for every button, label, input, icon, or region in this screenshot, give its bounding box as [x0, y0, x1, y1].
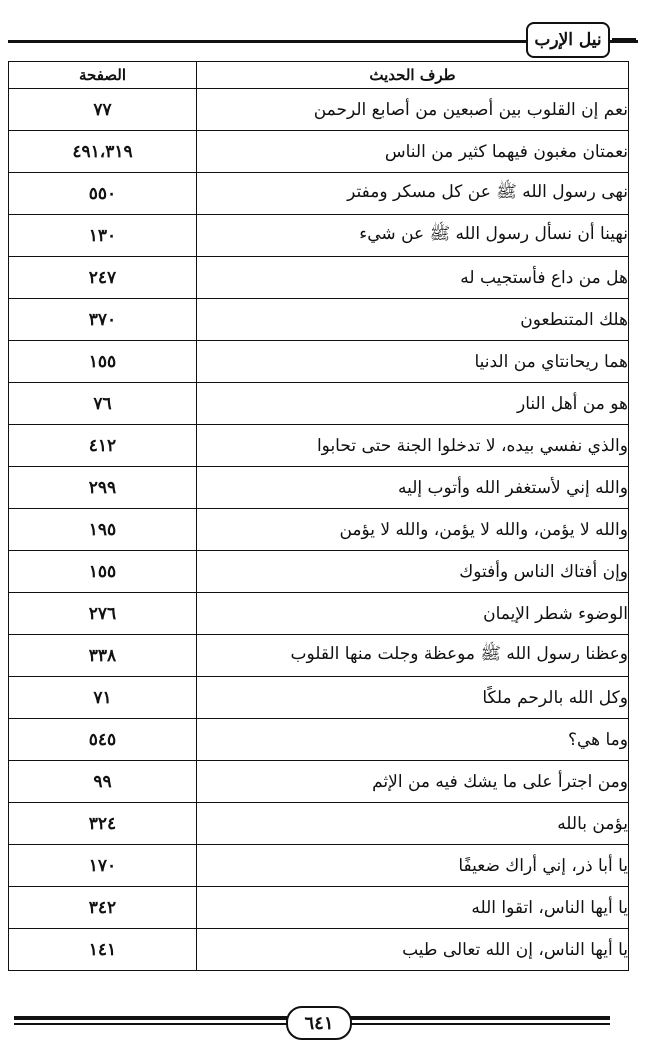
page-reference: ٥٥٠ [9, 173, 197, 215]
table-row [9, 215, 629, 257]
page-reference: ٢٧٦ [9, 593, 197, 635]
page-reference: ٢٩٩ [9, 467, 197, 509]
table-row [9, 929, 629, 971]
hadith-text: يؤمن بالله [197, 803, 629, 845]
header-rule-end [612, 38, 636, 41]
page-reference: ٣٧٠ [9, 299, 197, 341]
page-reference: ٣٢٤ [9, 803, 197, 845]
hadith-text: نعمتان مغبون فيهما كثير من الناس [197, 131, 629, 173]
page-footer [0, 1000, 646, 1054]
table-row [9, 89, 629, 131]
page-header [0, 0, 646, 64]
table-row [9, 299, 629, 341]
table-row [9, 257, 629, 299]
hadith-text: وإن أفتاك الناس وأفتوك [197, 551, 629, 593]
table-row [9, 677, 629, 719]
table-row [9, 719, 629, 761]
page-reference: ١٧٠ [9, 845, 197, 887]
page-reference: ٩٩ [9, 761, 197, 803]
page-reference: ٧٦ [9, 383, 197, 425]
page-reference: ١٥٥ [9, 341, 197, 383]
hadith-text: هما ريحانتاي من الدنيا [197, 341, 629, 383]
hadith-text: وعظنا رسول الله ﷺ موعظة وجلت منها القلوب [197, 635, 629, 677]
hadith-text: والله لا يؤمن، والله لا يؤمن، والله لا يؤمن [197, 509, 629, 551]
page-reference: ٢٤٧ [9, 257, 197, 299]
hadith-text: يا أيها الناس، إن الله تعالى طيب [197, 929, 629, 971]
table-row [9, 509, 629, 551]
page-number: ٦٤١ [286, 1006, 352, 1040]
table-row [9, 845, 629, 887]
hadith-text: نهينا أن نسأل رسول الله ﷺ عن شيء [197, 215, 629, 257]
column-header-page: الصفحة [9, 62, 197, 89]
table-row [9, 761, 629, 803]
table-row [9, 593, 629, 635]
hadith-text: والذي نفسي بيده، لا تدخلوا الجنة حتى تحابوا [197, 425, 629, 467]
table-row [9, 635, 629, 677]
page-reference: ١٤١ [9, 929, 197, 971]
table-row [9, 551, 629, 593]
page-reference: ٧٧ [9, 89, 197, 131]
hadith-text: هل من داع فأستجيب له [197, 257, 629, 299]
book-title: نيل الإرب [526, 22, 610, 58]
hadith-text: ومن اجترأ على ما يشك فيه من الإثم [197, 761, 629, 803]
hadith-text: هلك المتنطعون [197, 299, 629, 341]
page-reference: ٤٩١،٣١٩ [9, 131, 197, 173]
table-row [9, 131, 629, 173]
table-row [9, 383, 629, 425]
table-row [9, 425, 629, 467]
page-reference: ٣٣٨ [9, 635, 197, 677]
hadith-text: وما هي؟ [197, 719, 629, 761]
hadith-index-table [8, 61, 629, 971]
page-reference: ٣٤٢ [9, 887, 197, 929]
hadith-text: يا أيها الناس، اتقوا الله [197, 887, 629, 929]
table-row [9, 467, 629, 509]
hadith-text: نهى رسول الله ﷺ عن كل مسكر ومفتر [197, 173, 629, 215]
page-reference: ٤١٢ [9, 425, 197, 467]
table-header-row [9, 62, 629, 89]
page-reference: ٥٤٥ [9, 719, 197, 761]
hadith-text: نعم إن القلوب بين أصبعين من أصابع الرحمن [197, 89, 629, 131]
column-header-hadith: طرف الحديث [197, 62, 629, 89]
hadith-text: يا أبا ذر، إني أراك ضعيفًا [197, 845, 629, 887]
table-row [9, 341, 629, 383]
page-reference: ١٣٠ [9, 215, 197, 257]
table-row [9, 887, 629, 929]
page-reference: ١٩٥ [9, 509, 197, 551]
table-row [9, 803, 629, 845]
hadith-text: وكل الله بالرحم ملكًا [197, 677, 629, 719]
page-reference: ١٥٥ [9, 551, 197, 593]
table-row [9, 173, 629, 215]
hadith-text: الوضوء شطر الإيمان [197, 593, 629, 635]
hadith-text: والله إني لأستغفر الله وأتوب إليه [197, 467, 629, 509]
page-reference: ٧١ [9, 677, 197, 719]
hadith-text: هو من أهل النار [197, 383, 629, 425]
